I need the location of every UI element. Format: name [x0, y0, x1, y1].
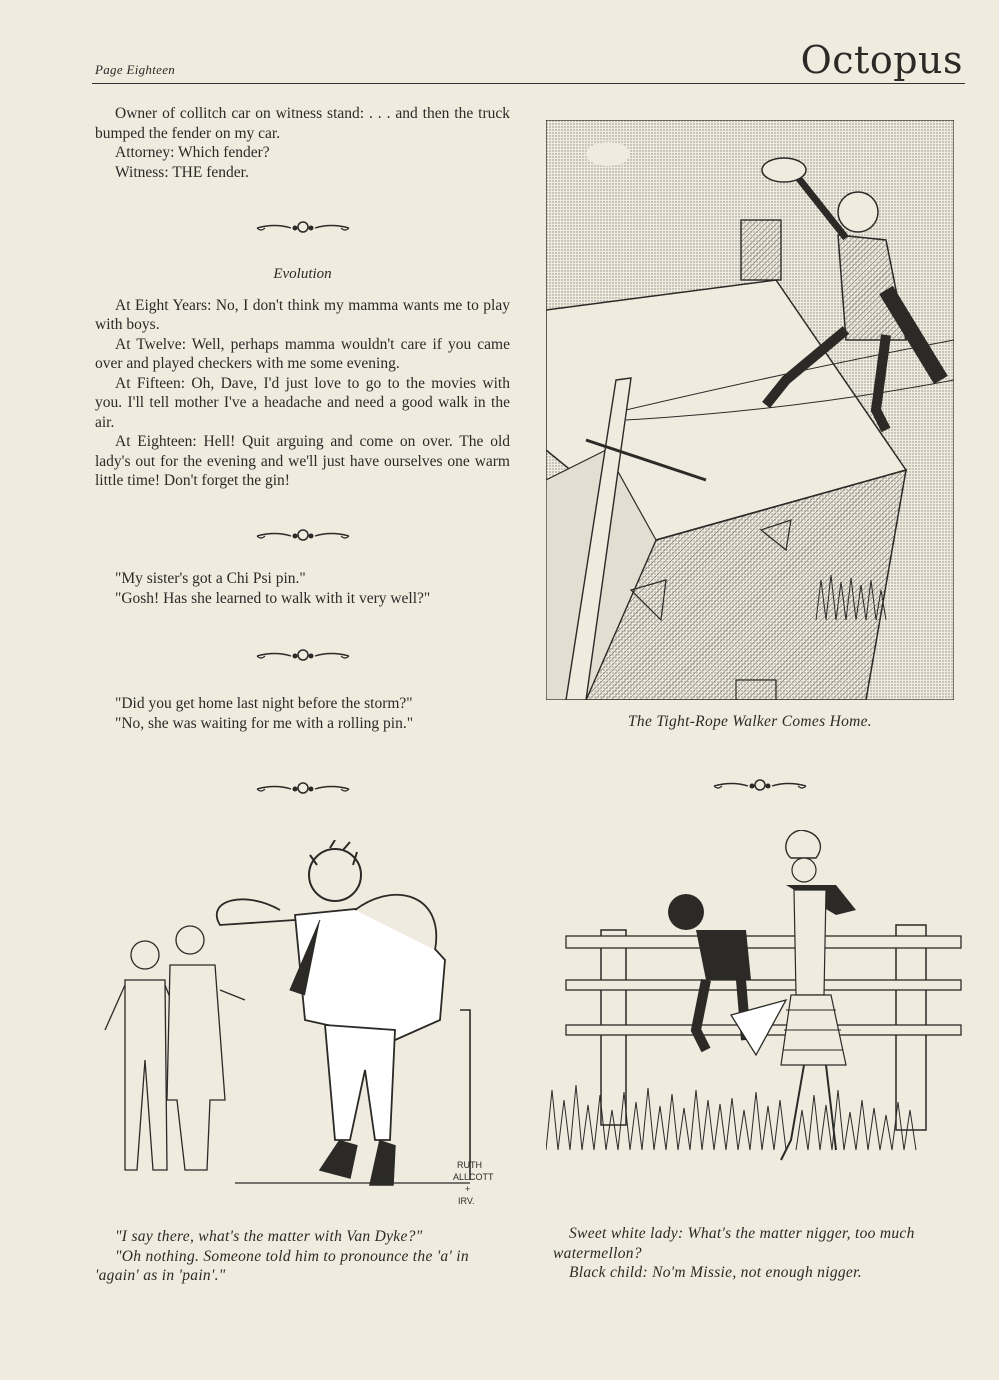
fence-caption: [553, 1224, 968, 1283]
evolution-line: At Eight Years: No, I don't think my mamma wants me to play with boys.: [95, 296, 510, 333]
van-dyke-caption-line: "I say there, what's the matter with Van Dyke?": [115, 1228, 423, 1245]
fence-caption-line: Sweet white lady: What's the matter nigger, too much watermellon?: [553, 1225, 915, 1262]
evolution-joke: [95, 265, 510, 491]
evolution-title: Evolution: [273, 266, 332, 282]
signature-line: RUTH: [457, 1160, 482, 1170]
storm-joke: [95, 694, 510, 733]
van-dyke-caption-line: "Oh nothing. Someone told him to pronounce the 'a' in 'again' as in 'pain'.": [95, 1247, 469, 1284]
evolution-line: At Fifteen: Oh, Dave, I'd just love to go to the movies with you. I'll tell mother I've a headache and need a good walk in the air.: [95, 374, 510, 431]
witness-joke-line: Attorney: Which fender?: [115, 144, 270, 161]
ornament-divider: [255, 527, 351, 543]
fence-scene-illustration: [546, 830, 966, 1175]
evolution-line: At Twelve: Well, perhaps mamma wouldn't care if you came over and played checkers with me some evening.: [95, 335, 510, 372]
ornament-divider: [255, 780, 351, 796]
tightrope-walker-illustration: [546, 120, 954, 700]
witness-joke-line: Owner of collitch car on witness stand: . . . and then the truck bumped the fender on my car.: [95, 105, 510, 142]
signature-line: +: [465, 1184, 471, 1194]
signature-line: ALLCOTT: [453, 1172, 494, 1182]
ornament-divider: [255, 647, 351, 663]
chi-psi-line: "Gosh! Has she learned to walk with it very well?": [115, 589, 431, 607]
witness-joke: [95, 104, 510, 182]
fence-caption-line: Black child: No'm Missie, not enough nigger.: [569, 1264, 862, 1281]
witness-joke-line: Witness: THE fender.: [115, 163, 249, 181]
page-number-label: Page Eighteen: [95, 62, 176, 77]
magazine-title: Octopus: [800, 38, 963, 82]
storm-line: "No, she was waiting for me with a rolling pin.": [115, 714, 414, 732]
chi-psi-line: "My sister's got a Chi Psi pin.": [115, 570, 306, 587]
tightrope-caption: The Tight-Rope Walker Comes Home.: [628, 713, 872, 730]
van-dyke-illustration: [95, 840, 510, 1215]
storm-line: "Did you get home last night before the storm?": [115, 695, 413, 712]
van-dyke-caption: [95, 1227, 510, 1286]
signature-line: IRV.: [458, 1196, 475, 1206]
header-rule: [92, 83, 965, 84]
evolution-line: At Eighteen: Hell! Quit arguing and come on over. The old lady's out for the evening and we'll just have ourselves one warm little time! Don't forget the gin!: [95, 433, 510, 489]
ornament-divider: [712, 777, 808, 793]
ornament-divider: [255, 219, 351, 235]
chi-psi-joke: [95, 569, 510, 608]
